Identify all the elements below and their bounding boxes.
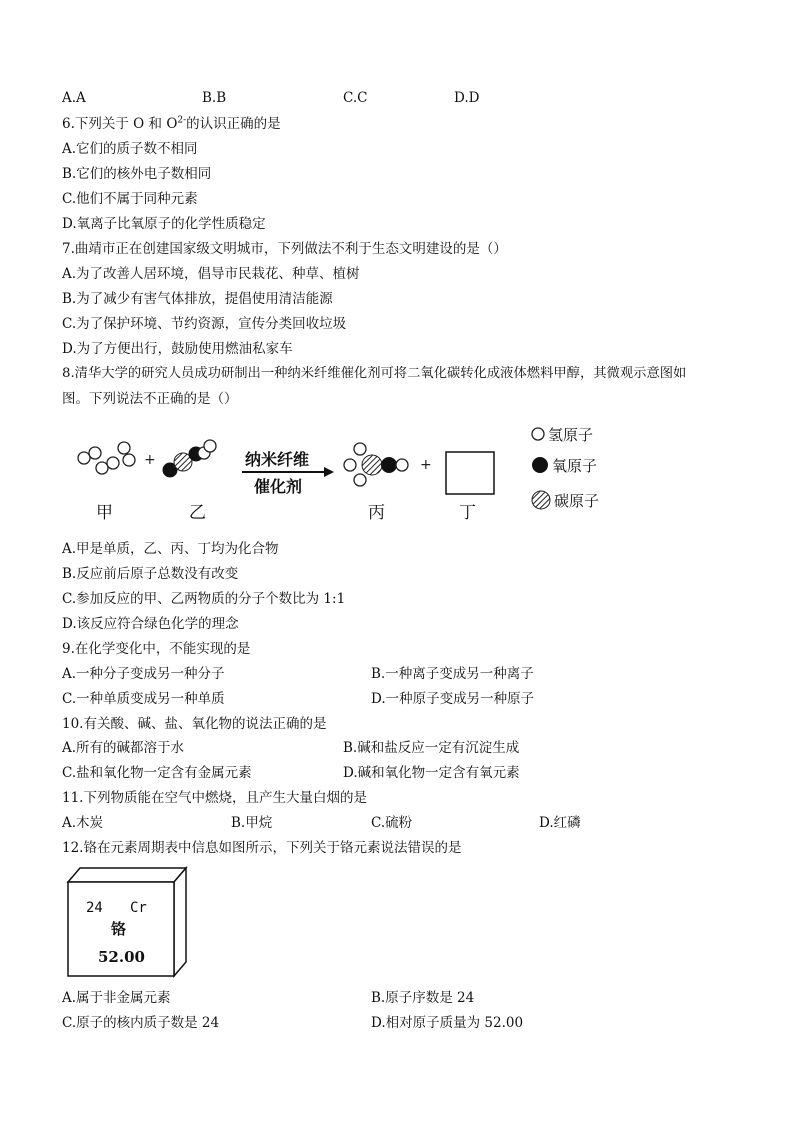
q8-option-d: D.该反应符合绿色化学的理念 [62,616,239,632]
q6-stem-superscript: 2- [177,115,187,126]
q8-option-a: A.甲是单质，乙、丙、丁均为化合物 [62,541,279,557]
q6-stem [62,114,281,134]
label-bing: 丙 [368,503,385,523]
reaction-arrow-head [324,467,334,477]
label-ding: 丁 [459,503,476,523]
legend-carbon-label: 碳原子 [554,492,600,510]
q6-option-a: A.它们的质子数不相同 [62,141,198,157]
q12-option-d: D.相对原子质量为 52.00 [371,1015,524,1031]
q12-option-a: A.属于非金属元素 [62,990,171,1006]
q9-option-b: B.一种离子变成另一种离子 [371,666,534,682]
q10-stem: 10.有关酸、碱、盐、氧化物的说法正确的是 [62,716,327,732]
legend-carbon-symbol [532,491,550,509]
q6-option-d: D.氧离子比氧原子的化学性质稳定 [62,216,266,232]
legend-oxygen-label: 氧原子 [552,457,598,475]
element-symbol: Cr [130,900,147,916]
q11-option-a: A.木炭 [62,815,104,831]
q5-option-b: B.B [202,90,227,106]
molecule-group-yi [163,440,217,478]
q6-option-c: C.他们不属于同种元素 [62,191,198,207]
q7-option-c: C.为了保护环境、节约资源，宣传分类回收垃圾 [62,316,347,332]
element-tile-top-face [68,868,186,882]
legend-oxygen-symbol [532,457,548,473]
q11-stem: 11.下列物质能在空气中燃烧，且产生大量白烟的是 [62,790,367,806]
q9-stem: 9.在化学变化中，不能实现的是 [62,641,251,657]
q8-stem-line2: 图。下列说法不正确的是（） [62,391,238,407]
legend-hydrogen-symbol [532,428,544,440]
q5-option-d: D.D [454,90,480,106]
plus-sign-1: + [144,452,156,468]
q11-option-c: C.硫粉 [371,815,413,831]
q10-option-b: B.碱和盐反应一定有沉淀生成 [343,740,520,756]
unknown-product-box [446,452,494,494]
q11-option-b: B.甲烷 [231,815,273,831]
plus-sign-2: + [420,457,432,473]
legend-hydrogen-label: 氢原子 [548,426,594,444]
q8-option-b: B.反应前后原子总数没有改变 [62,566,239,582]
q7-option-b: B.为了减少有害气体排放，提倡使用清洁能源 [62,291,333,307]
label-yi: 乙 [189,503,206,523]
element-atomic-mass: 52.00 [98,948,145,966]
q11-option-d: D.红磷 [539,815,581,831]
molecule-group-bing [344,443,408,486]
q6-stem-post: 的认识正确的是 [186,116,281,132]
element-name: 铬 [111,920,127,938]
q5-option-c: C.C [343,90,368,106]
q6-stem-pre: 6.下列关于 O 和 O [62,116,178,132]
q9-option-d: D.一种原子变成另一种原子 [371,691,535,707]
q7-option-d: D.为了方便出行，鼓励使用燃油私家车 [62,341,293,357]
reaction-diagram [62,420,622,530]
molecule-group-jia [78,442,135,474]
q8-option-c: C.参加反应的甲、乙两物质的分子个数比为 1:1 [62,591,346,607]
q10-option-c: C.盐和氧化物一定含有金属元素 [62,765,252,781]
q7-option-a: A.为了改善人居环境，倡导市民栽花、种草、植树 [62,266,360,282]
q5-option-a: A.A [62,90,86,106]
q12-option-b: B.原子序数是 24 [371,990,475,1006]
label-jia: 甲 [96,503,113,523]
q9-option-c: C.一种单质变成另一种单质 [62,691,225,707]
element-tile-side-face [174,868,186,976]
catalyst-label-line2: 催化剂 [254,477,303,496]
catalyst-label-line1: 纳米纤维 [245,450,310,469]
q7-stem: 7.曲靖市正在创建国家级文明城市，下列做法不利于生态文明建设的是（） [62,241,507,257]
q12-option-c: C.原子的核内质子数是 24 [62,1015,220,1031]
q9-option-a: A.一种分子变成另一种分子 [62,666,225,682]
element-tile-chromium [66,866,190,978]
q6-option-b: B.它们的核外电子数相同 [62,166,212,182]
q10-option-a: A.所有的碱都溶于水 [62,740,185,756]
q8-stem-line1: 8.清华大学的研究人员成功研制出一种纳米纤维催化剂可将二氧化碳转化成液体燃料甲醇，其微观示意图如 [62,366,687,381]
element-atomic-number: 24 [86,900,103,916]
q12-stem: 12.铬在元素周期表中信息如图所示，下列关于铬元素说法错误的是 [62,840,462,856]
q10-option-d: D.碱和氧化物一定含有氧元素 [343,765,520,781]
diagram-legend [532,426,599,510]
